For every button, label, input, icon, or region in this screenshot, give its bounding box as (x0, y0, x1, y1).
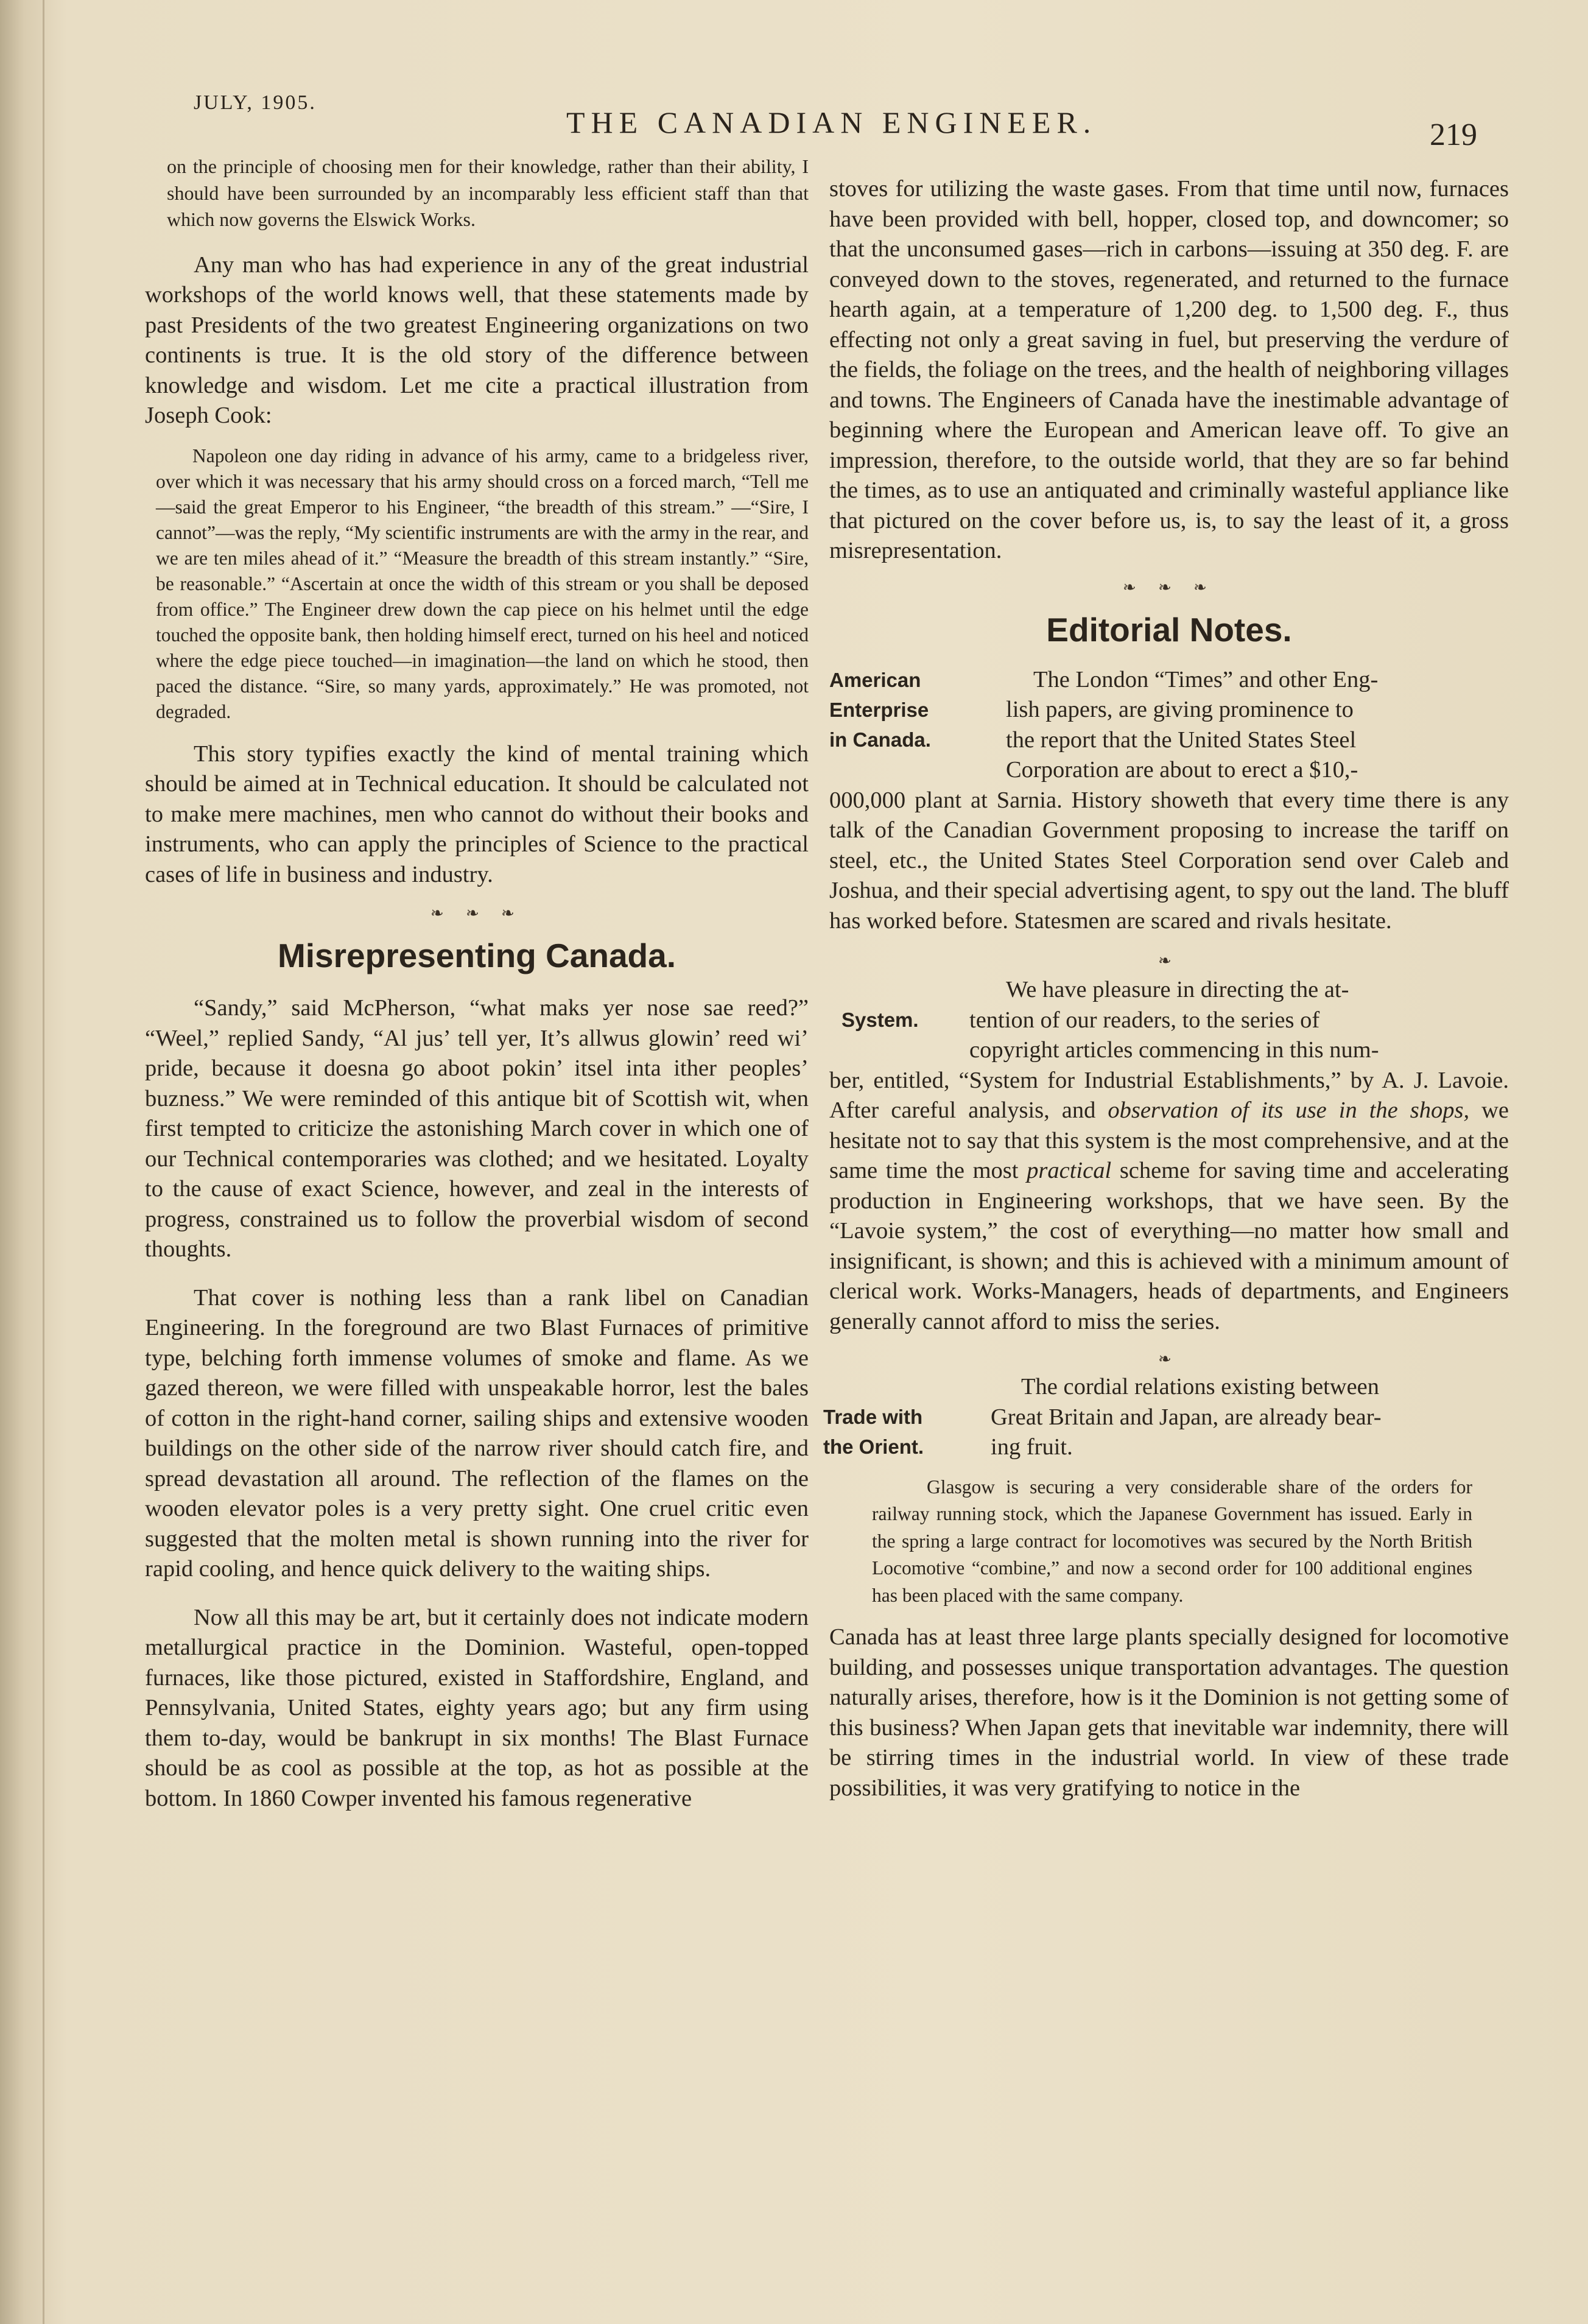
glasgow-quote: Glasgow is securing a very considerable share of the orders for railway running stock, which the Japanese Government has issued. Early in the spring a large contract for locomotives was secured by the North British Locomotive “combine,” and now a second order for 100 additional engines has been placed with the same company. (872, 1476, 1472, 1606)
note-line: ing fruit. (991, 1434, 1073, 1460)
ornament: ❧ (1158, 952, 1180, 970)
page-number: 219 (1430, 118, 1477, 152)
paragraph-continued: stoves for utilizing the waste gases. From that time until now, furnaces have been provided with bell, hopper, closed top, and downcomer; so that the unconsumed gases—rich in carbons—issuing at 350 deg. F. are conveyed down to the stoves, regenerated, and returned to the furnace hearth again, at a temperature of 1,200 deg. to 1,500 deg. F., thus effecting not only a great saving in fuel, but preserving the verdure of the fields, the foliage on the trees, and the health of neighboring villages and towns. The Engineers of Canada have the inestimable advantage of beginning where the European and American leave off. To give an impression, therefore, to the outside world, that they are so far behind the times, as to use an antiquated and criminally wasteful appliance like that pictured on the cover before us, is, to say the least of it, a gross misrepresentation. (829, 176, 1509, 563)
note-line: Corporation are about to erect a $10,- (1006, 757, 1358, 783)
paragraph: Now all this may be art, but it certainly does not indicate modern metallurgical practice in the Dominion. Wasteful, open-topped furnaces, like those pictured, existed in Staffordshire, England, and Pennsylvania, United States, eighty years ago; but any firm using them to-day, would be bankrupt in six months! The Blast Furnace should be as cool as possible at the top, as hot as possible at the bottom. In 1860 Cowper invented his famous regenerative (145, 1604, 809, 1811)
note-trade-with-orient (823, 1372, 1509, 1803)
left-column (145, 153, 809, 1814)
note-line: copyright articles commencing in this num- (969, 1037, 1379, 1063)
side-heading: American Enterprise in Canada. (829, 668, 931, 751)
note-body: Canada has at least three large plants specially designed for locomotive building, and possesses unique transportation advantages. The question naturally arises, therefore, how is it the Dominion is not getting some of this business? When Japan gets that inevitable war indemnity, there will be stirring times in the industrial world. In view of these trade possibilities, it was very gratifying to notice in the (829, 1624, 1509, 1801)
note-body: ber, entitled, “System for Industrial Establishments,” by A. J. Lavoie. After careful analysis, and observation of its use in the shops, we hesitate not to say that this system is the most comprehensive, and at the same time the most practical scheme for saving time and accelerating production in Engineering workshops, that we have seen. By the “Lavoie system,” the cost of everything—no matter how small and insignificant, is shown; and this is achieved with a minimum amount of clerical work. Works-Managers, heads of departments, and Engineers generally cannot afford to miss the series. (829, 1067, 1509, 1334)
note-system (829, 975, 1509, 1337)
intro-quote-continuation: on the principle of choosing men for their knowledge, rather than their ability, I should have been surrounded by an incomparably less efficient staff than that which now governs the Elswick Works. (167, 155, 809, 230)
note-line: Great Britain and Japan, are already bear- (991, 1404, 1382, 1430)
note-line: tention of our readers, to the series of (969, 1007, 1320, 1033)
ornament: ❧ ❧ ❧ (430, 904, 523, 923)
note-body: 000,000 plant at Sarnia. History showeth that every time there is any talk of the Canadian Government proposing to increase the tariff on steel, etc., the United States Steel Corporation send over Caleb and Joshua, and their special advertising agent, to spy out the land. The bluff has worked before. Statesmen are scared and rivals hesitate. (829, 787, 1509, 934)
paragraph: Any man who has had experience in any of the great industrial workshops of the world knows well, that these statements made by past Presidents of the two greatest Engineering organizations on two continents is true. It is the old story of the difference between knowledge and wisdom. Let me cite a practical illustration from Joseph Cook: (145, 252, 809, 428)
ornament: ❧ (1158, 1350, 1180, 1368)
paragraph: This story typifies exactly the kind of mental training which should be aimed at in Technical education. It should be calculated not to make mere machines, men who cannot do without their books and instruments, who can apply the principles of Science to the practical cases of life in business and industry. (145, 741, 809, 887)
section-heading-misrepresenting-canada: Misrepresenting Canada. (277, 937, 676, 974)
paragraph: “Sandy,” said McPherson, “what maks yer nose sae reed?” “Weel,” replied Sandy, “Al jus’ tell yer, It’s allwus glowin’ reed wi’ pride, because it doesna go aboot pokin’ itsel inta ither peoples’ buzness.” We were reminded of this antique bit of Scottish wit, when first tempted to criticize the astonishing March cover in which one of our Technical contemporaries was clothed; and we hesitated. Loyalty to the cause of exact Science, however, and zeal in the interests of progress, constrained us to follow the proverbial wisdom of second thoughts. (145, 995, 809, 1262)
napoleon-quote: Napoleon one day riding in advance of his army, came to a bridgeless river, over which it was necessary that his army should cross on a forced march, “Tell me—said the great Emperor to his Engineer, “the breadth of this stream.” —“Sire, I cannot”—was the reply, “My scientific instruments are with the army in the rear, and we are ten miles ahead of it.” “Measure the breadth of this stream instantly.” “Sire, be reasonable.” “Ascertain at once the width of this stream or you shall be deposed from office.” The Engineer drew down the cap piece on his helmet until the edge touched the opposite bank, then holding himself erect, turned on his heel and noticed where the edge piece touched—in imagination—the land on which he stood, then paced the distance. “Sire, so many yards, approximately.” He was promoted, not degraded. (156, 445, 809, 722)
side-heading: System. (841, 1009, 919, 1031)
header-journal-title: THE CANADIAN ENGINEER. (566, 105, 1097, 139)
note-line: The cordial relations existing between (1021, 1374, 1379, 1400)
ornament: ❧ ❧ ❧ (1123, 578, 1215, 597)
note-line: We have pleasure in directing the at- (1006, 977, 1349, 1002)
binding-edge (43, 0, 44, 2324)
paragraph: That cover is nothing less than a rank libel on Canadian Engineering. In the foreground are two Blast Furnaces of primitive type, belching forth immense volumes of smoke and flame. As we gazed thereon, we were filled with unspeakable horror, lest the bales of cotton in the right-hand corner, sailing ships and extensive wooden buildings on the other side of the narrow river should catch fire, and spread devastation all around. The reflection of the flames on the wooden elevator poles is a very pretty sight. One cruel critic even suggested that the molten metal is shown running into the river for rapid cooling, and hence quick delivery to the waiting ships. (145, 1284, 809, 1582)
note-line: the report that the United States Steel (1006, 727, 1357, 753)
section-heading-editorial-notes: Editorial Notes. (1046, 610, 1292, 649)
right-column (823, 174, 1509, 1803)
header-date: JULY, 1905. (194, 91, 317, 114)
note-line: lish papers, are giving prominence to (1006, 697, 1354, 722)
note-line: The London “Times” and other Eng- (1033, 666, 1379, 692)
note-american-enterprise (829, 665, 1509, 937)
side-heading: Trade with the Orient. (823, 1406, 924, 1458)
